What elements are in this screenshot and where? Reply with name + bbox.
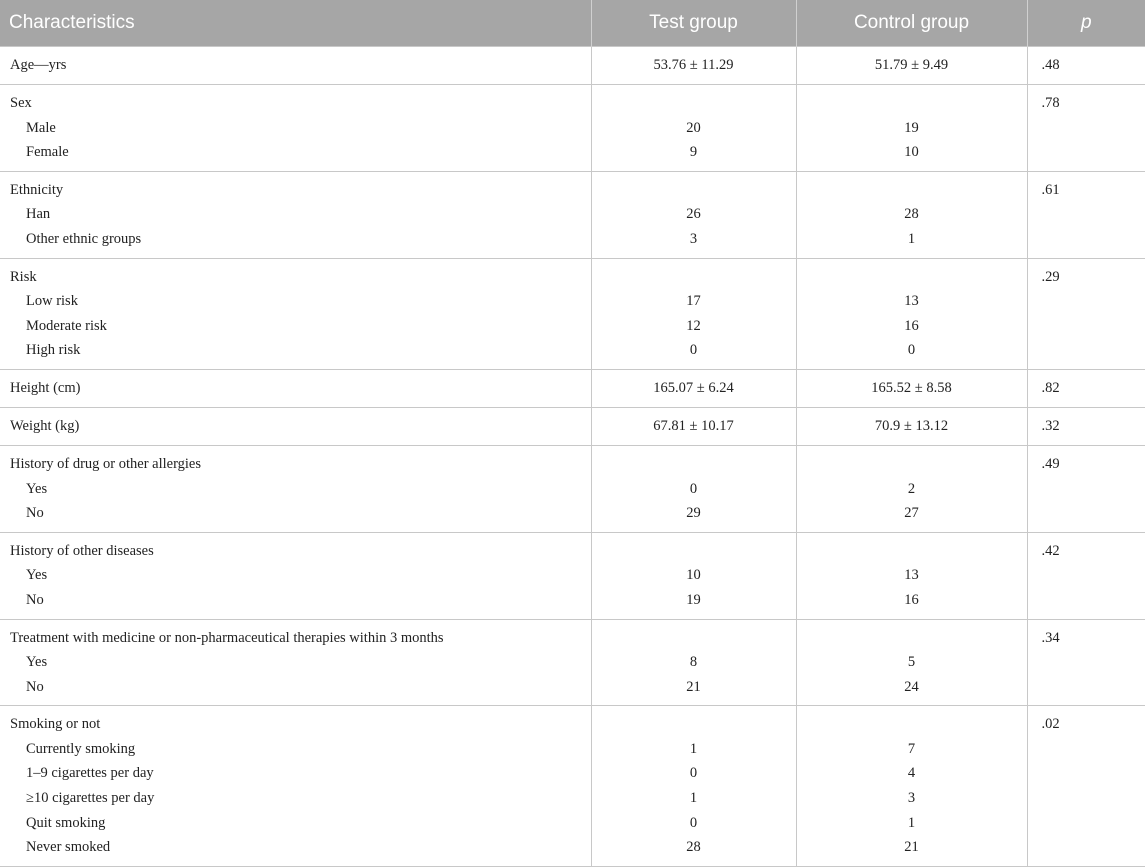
row-sublabel: Female — [0, 140, 591, 165]
row-sublabel: Yes — [0, 650, 591, 675]
control-value: 28 — [797, 202, 1027, 227]
control-value: 3 — [797, 786, 1027, 811]
control-value: 16 — [797, 588, 1027, 613]
header-p-value: p — [1027, 0, 1145, 47]
test-value: 53.76 ± 11.29 — [592, 47, 796, 84]
table-row-treatment — [0, 619, 1145, 706]
control-value: 7 — [797, 737, 1027, 762]
p-value: .42 — [1028, 539, 1145, 564]
table-row-diseases — [0, 532, 1145, 619]
p-value: .78 — [1028, 91, 1145, 116]
row-label: Risk — [0, 265, 591, 290]
row-label: Smoking or not — [0, 712, 591, 737]
table-row-weight — [0, 407, 1145, 445]
row-label: History of other diseases — [0, 539, 591, 564]
row-sublabel: Low risk — [0, 289, 591, 314]
header-characteristics: Characteristics — [0, 0, 591, 47]
row-label: Ethnicity — [0, 178, 591, 203]
row-sublabel: No — [0, 675, 591, 700]
row-sublabel: ≥10 cigarettes per day — [0, 786, 591, 811]
p-value: .02 — [1028, 712, 1145, 737]
row-sublabel: Never smoked — [0, 835, 591, 860]
test-value: 0 — [592, 811, 796, 836]
table-row-ethnicity — [0, 171, 1145, 258]
row-sublabel: Quit smoking — [0, 811, 591, 836]
control-value: 4 — [797, 761, 1027, 786]
p-value: .49 — [1028, 452, 1145, 477]
row-sublabel: Han — [0, 202, 591, 227]
p-value: .29 — [1028, 265, 1145, 290]
p-value: .82 — [1028, 370, 1145, 407]
control-value: 10 — [797, 140, 1027, 165]
table-header-row — [0, 0, 1145, 47]
row-label: Sex — [0, 91, 591, 116]
control-value: 1 — [797, 811, 1027, 836]
table-row-age — [0, 47, 1145, 85]
test-value: 19 — [592, 588, 796, 613]
p-value: .61 — [1028, 178, 1145, 203]
test-value: 12 — [592, 314, 796, 339]
p-value: .34 — [1028, 626, 1145, 651]
row-label: History of drug or other allergies — [0, 452, 591, 477]
table-row-height — [0, 369, 1145, 407]
control-value: 70.9 ± 13.12 — [797, 408, 1027, 445]
test-value: 1 — [592, 786, 796, 811]
control-value: 19 — [797, 116, 1027, 141]
test-value: 9 — [592, 140, 796, 165]
test-value: 10 — [592, 563, 796, 588]
test-value: 0 — [592, 477, 796, 502]
row-sublabel: High risk — [0, 338, 591, 363]
row-sublabel: No — [0, 588, 591, 613]
row-label: Height (cm) — [0, 370, 591, 407]
row-label: Treatment with medicine or non-pharmaceutical therapies within 3 months — [0, 626, 591, 651]
test-value: 3 — [592, 227, 796, 252]
test-value: 8 — [592, 650, 796, 675]
control-value: 24 — [797, 675, 1027, 700]
table-row-smoking — [0, 706, 1145, 867]
test-value: 17 — [592, 289, 796, 314]
row-sublabel: 1–9 cigarettes per day — [0, 761, 591, 786]
control-value: 51.79 ± 9.49 — [797, 47, 1027, 84]
p-value: .32 — [1028, 408, 1145, 445]
control-value: 13 — [797, 563, 1027, 588]
test-value: 165.07 ± 6.24 — [592, 370, 796, 407]
row-sublabel: Moderate risk — [0, 314, 591, 339]
header-test-group: Test group — [591, 0, 796, 47]
test-value: 1 — [592, 737, 796, 762]
header-control-group: Control group — [796, 0, 1027, 47]
row-sublabel: No — [0, 501, 591, 526]
row-label: Weight (kg) — [0, 408, 591, 445]
control-value: 0 — [797, 338, 1027, 363]
row-sublabel: Currently smoking — [0, 737, 591, 762]
control-value: 2 — [797, 477, 1027, 502]
table-row-allergies — [0, 445, 1145, 532]
control-value: 27 — [797, 501, 1027, 526]
test-value: 26 — [592, 202, 796, 227]
table-row-risk — [0, 258, 1145, 369]
control-value: 21 — [797, 835, 1027, 860]
control-value: 13 — [797, 289, 1027, 314]
test-value: 67.81 ± 10.17 — [592, 408, 796, 445]
row-sublabel: Male — [0, 116, 591, 141]
control-value: 5 — [797, 650, 1027, 675]
test-value: 28 — [592, 835, 796, 860]
test-value: 0 — [592, 761, 796, 786]
test-value: 20 — [592, 116, 796, 141]
control-value: 16 — [797, 314, 1027, 339]
control-value: 165.52 ± 8.58 — [797, 370, 1027, 407]
test-value: 0 — [592, 338, 796, 363]
p-value: .48 — [1028, 47, 1145, 84]
table-row-sex — [0, 85, 1145, 172]
test-value: 21 — [592, 675, 796, 700]
row-sublabel: Yes — [0, 477, 591, 502]
row-sublabel: Yes — [0, 563, 591, 588]
row-label: Age—yrs — [0, 47, 591, 84]
control-value: 1 — [797, 227, 1027, 252]
row-sublabel: Other ethnic groups — [0, 227, 591, 252]
test-value: 29 — [592, 501, 796, 526]
